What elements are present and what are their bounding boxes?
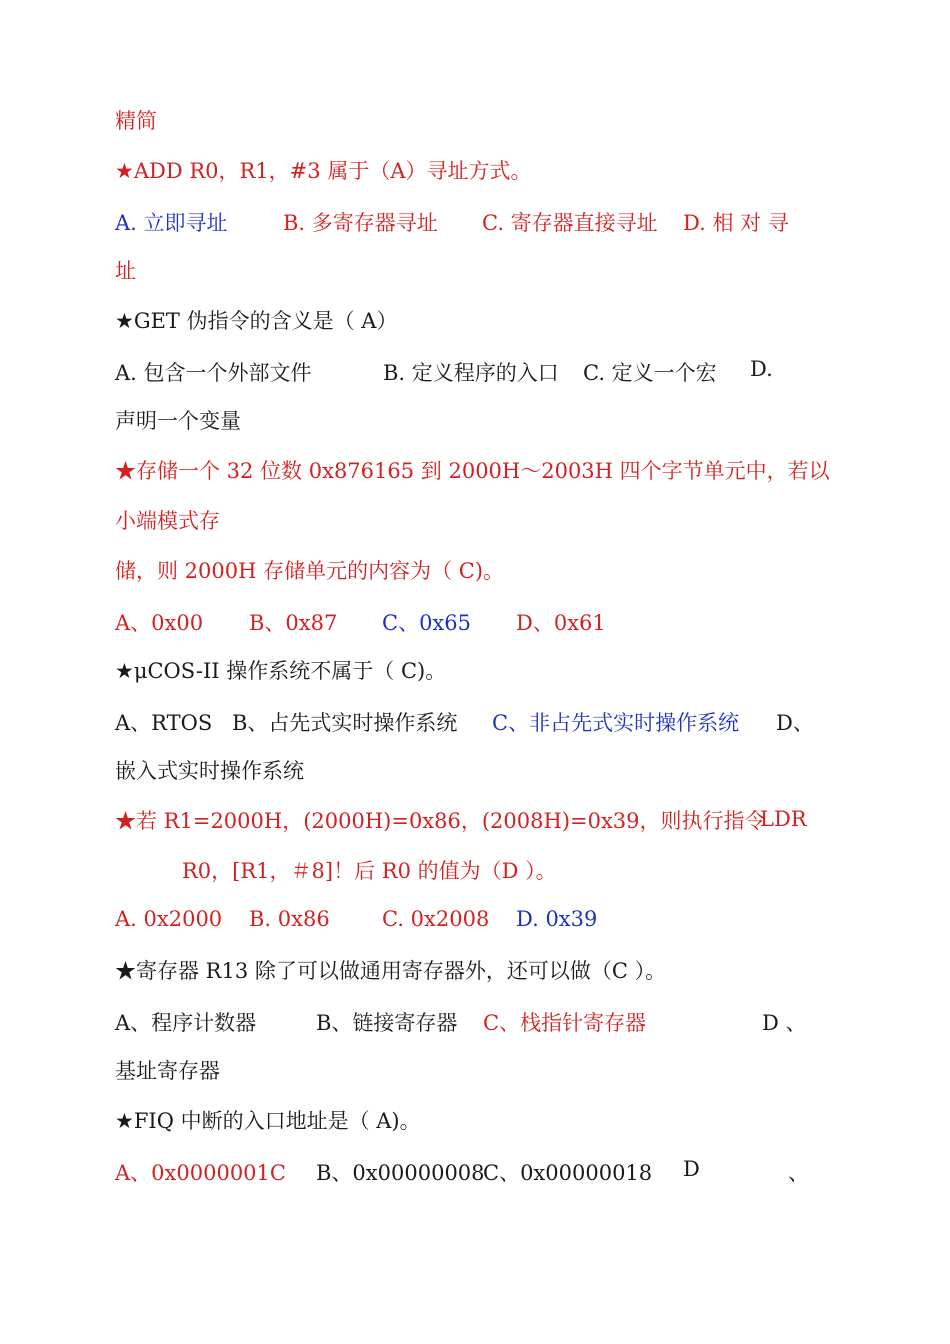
question-6: ★寄存器 R13 除了可以做通用寄存器外，还可以做（C ）。 <box>115 959 667 983</box>
q3-option-a: A、0x00 <box>115 611 204 635</box>
q1-option-b: B. 多寄存器寻址 <box>283 211 438 235</box>
q3-option-c: C、0x65 <box>382 611 471 635</box>
q7-option-c: C、0x00000018 <box>483 1161 653 1185</box>
q7-option-d: D <box>683 1157 700 1181</box>
q1-option-d: D. 相 对 寻 <box>683 211 789 235</box>
question-3-line-2: 小端模式存 <box>115 509 220 533</box>
question-5-line-2: R0，[R1，＃8]！后 R0 的值为（D ）。 <box>182 859 557 883</box>
heading-text: 精简 <box>115 109 157 133</box>
q2-option-a: A. 包含一个外部文件 <box>115 361 312 385</box>
q5-option-a: A. 0x2000 <box>115 907 223 931</box>
question-5: ★若 R1=2000H，(2000H)=0x86，(2008H)=0x39，则执行指令 <box>115 809 766 833</box>
question-4: ★μCOS-II 操作系统不属于（ C)。 <box>115 659 447 683</box>
q6-option-a: A、程序计数器 <box>115 1011 257 1035</box>
q6-option-d: D 、 <box>762 1011 807 1035</box>
q5-ldr-keyword: LDR <box>760 807 807 831</box>
q2-option-d-continued: 声明一个变量 <box>115 409 241 433</box>
q3-option-d: D、0x61 <box>516 611 606 635</box>
q1-option-c: C. 寄存器直接寻址 <box>482 211 658 235</box>
q3-option-b: B、0x87 <box>249 611 338 635</box>
question-7: ★FIQ 中断的入口地址是（ A)。 <box>115 1109 421 1133</box>
q4-option-d: D、 <box>776 711 814 735</box>
q5-option-d: D. 0x39 <box>516 907 598 931</box>
q5-option-c: C. 0x2008 <box>382 907 490 931</box>
q7-option-b: B、0x00000008 <box>316 1161 485 1185</box>
question-3: ★存储一个 32 位数 0x876165 到 2000H～2003H 四个字节单元中，若以 <box>115 459 830 483</box>
q6-option-b: B、链接寄存器 <box>316 1011 458 1035</box>
q4-option-a: A、RTOS <box>115 711 213 735</box>
q7-option-d-tail: 、 <box>788 1161 809 1185</box>
question-1: ★ADD R0，R1，#3 属于（A）寻址方式。 <box>115 159 532 183</box>
q4-option-c: C、非占先式实时操作系统 <box>492 711 740 735</box>
q6-option-d-continued: 基址寄存器 <box>115 1059 220 1083</box>
question-3-line-3: 储，则 2000H 存储单元的内容为（ C)。 <box>115 559 505 583</box>
q4-option-b: B、占先式实时操作系统 <box>232 711 458 735</box>
q2-option-b: B. 定义程序的入口 <box>383 361 559 385</box>
question-2: ★GET 伪指令的含义是（ A） <box>115 309 398 333</box>
q1-option-a: A. 立即寻址 <box>115 211 228 235</box>
q2-option-d: D. <box>750 357 773 381</box>
q4-option-d-continued: 嵌入式实时操作系统 <box>115 759 304 783</box>
q1-option-d-continued: 址 <box>115 259 136 283</box>
q5-option-b: B. 0x86 <box>249 907 330 931</box>
q6-option-c: C、栈指针寄存器 <box>483 1011 647 1035</box>
q2-option-c: C. 定义一个宏 <box>583 361 717 385</box>
q7-option-a: A、0x0000001C <box>115 1161 286 1185</box>
